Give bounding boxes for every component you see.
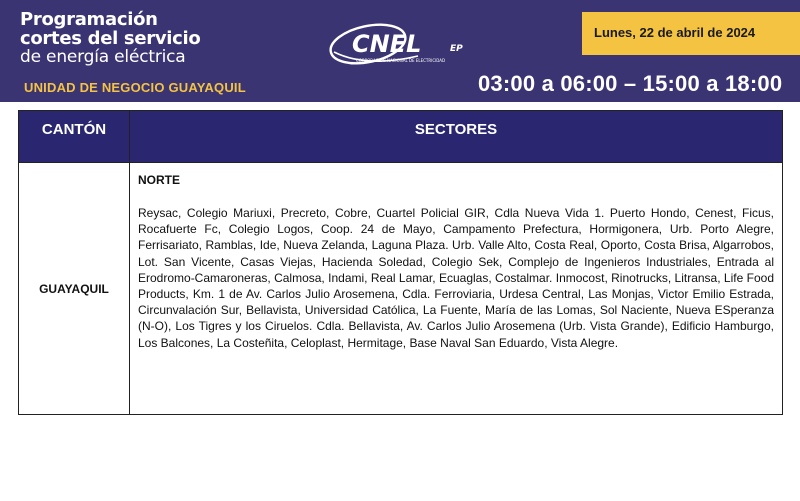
- sectors-cell: [130, 163, 783, 415]
- date-badge: Lunes, 22 de abril de 2024: [582, 12, 800, 55]
- title-line-3: de energía eléctrica: [20, 47, 186, 67]
- title-line-2: cortes del servicio: [20, 28, 201, 49]
- column-header-sectores: SECTORES: [130, 111, 783, 163]
- outage-schedule: 03:00 a 06:00 – 15:00 a 18:00: [478, 71, 783, 96]
- canton-cell: GUAYAQUIL: [19, 163, 130, 415]
- table-header-row: [19, 111, 783, 163]
- outage-table: [18, 110, 783, 415]
- logo-subtitle: CORPORACIÓN NACIONAL DE ELECTRICIDAD: [356, 58, 446, 63]
- zone-label: NORTE: [138, 173, 180, 187]
- page-title: [20, 10, 200, 67]
- table-row: [19, 163, 783, 415]
- cnel-logo: [326, 22, 486, 70]
- business-unit-label: UNIDAD DE NEGOCIO GUAYAQUIL: [24, 80, 246, 95]
- sectors-list: Reysac, Colegio Mariuxi, Precreto, Cobre, Cuartel Policial GIR, Cdla Nueva Vida 1. Puerto Hondo, Cenest, Ficus, Rocafuerte Fc, Colegio Logos, Coop. 24 de Mayo, Campamento Prefectura, Hormigonera, Urb. Porto Alegre, Ferrisariato, Ramblas, Ide, Nueva Zelanda, Laguna Plaza. Urb. Valle Alto, Costa Real, Oporto, Costa Brisa, Algarrobos, Lot. San Vicente, Casas Viejas, Hacienda Soledad, Colegio Sek, Complejo de Ingenieros Industriales, Entrada al Erodromo-Camaroneras, Calmosa, Indami, Real Lamar, Ecuaglas, Costalmar. Inmocost, Rinotrucks, Litransa, Life Food Products, Km. 1 de Av. Carlos Julio Arosemena, Cdla. Ferroviaria, Urdesa Central, Las Monjas, Victor Emilio Estrada, Circunvalación Sur, Bellavista, Universidad Católica, La Fuente, María de las Lomas, Sol Naciente, Nueva ESperanza (N-O), Los Tigres y los Ciruelos. Cdla. Bellavista, Av. Carlos Julio Arosemena (Urb. Vista Grande), Edificio Hamburgo, Los Balcones, La Costeñita, Celoplast, Hermitage, Base Naval San Eduardo, Vista Alegre.: [138, 206, 774, 350]
- column-header-canton: CANTÓN: [19, 111, 130, 163]
- logo-suffix: EP: [450, 44, 463, 54]
- title-line-1: Programación: [20, 9, 158, 30]
- logo-text: CNEL: [352, 30, 422, 58]
- header-banner: [0, 0, 800, 102]
